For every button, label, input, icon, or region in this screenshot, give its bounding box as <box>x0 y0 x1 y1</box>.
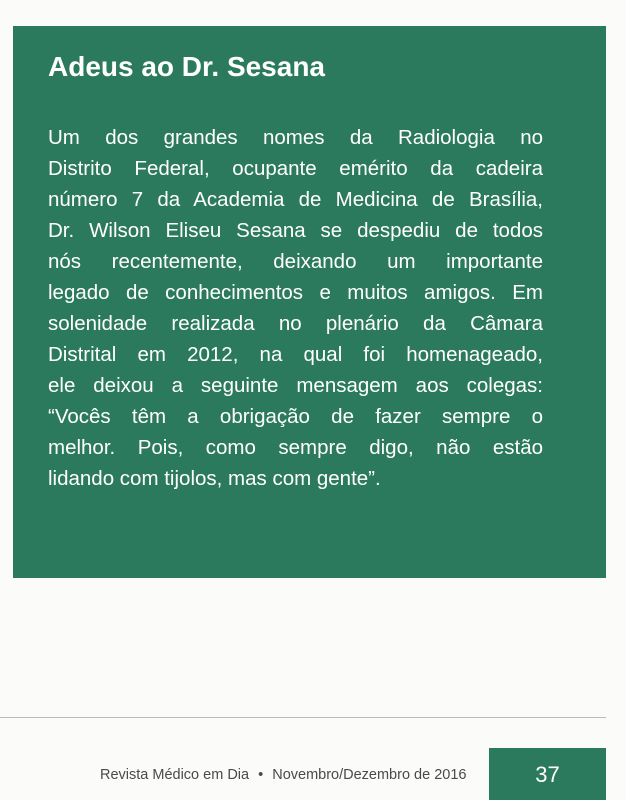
article-line: lidando com tijolos, mas com gente”. <box>48 467 381 490</box>
footer-separator: • <box>258 767 264 783</box>
publication-name: Revista Médico em Dia <box>100 767 250 783</box>
article-line: ele deixou a seguinte mensagem aos colegas: <box>48 374 543 397</box>
page-number: 37 <box>535 762 560 787</box>
footer-divider <box>0 717 606 718</box>
article-line: solenidade realizada no plenário da Câmara <box>48 312 543 335</box>
article-line: Um dos grandes nomes da Radiologia no <box>48 126 543 149</box>
article-line: melhor. Pois, como sempre digo, não estão <box>48 436 543 459</box>
article-line: Dr. Wilson Eliseu Sesana se despediu de todos <box>48 219 543 242</box>
article-body <box>48 122 543 494</box>
article-line: legado de conhecimentos e muitos amigos. Em <box>48 281 543 304</box>
article-title: Adeus ao Dr. Sesana <box>48 51 326 82</box>
article-line: Distrital em 2012, na qual foi homenageado, <box>48 343 543 366</box>
article-line: Distrito Federal, ocupante emérito da cadeira <box>48 157 543 180</box>
article-line: nós recentemente, deixando um importante <box>48 250 543 273</box>
issue-date: Novembro/Dezembro de 2016 <box>272 767 467 783</box>
footer-credit <box>100 765 466 785</box>
article-line: “Vocês têm a obrigação de fazer sempre o <box>48 405 543 428</box>
article-line: número 7 da Academia de Medicina de Brasília, <box>48 188 543 211</box>
page-number-box <box>489 748 606 800</box>
